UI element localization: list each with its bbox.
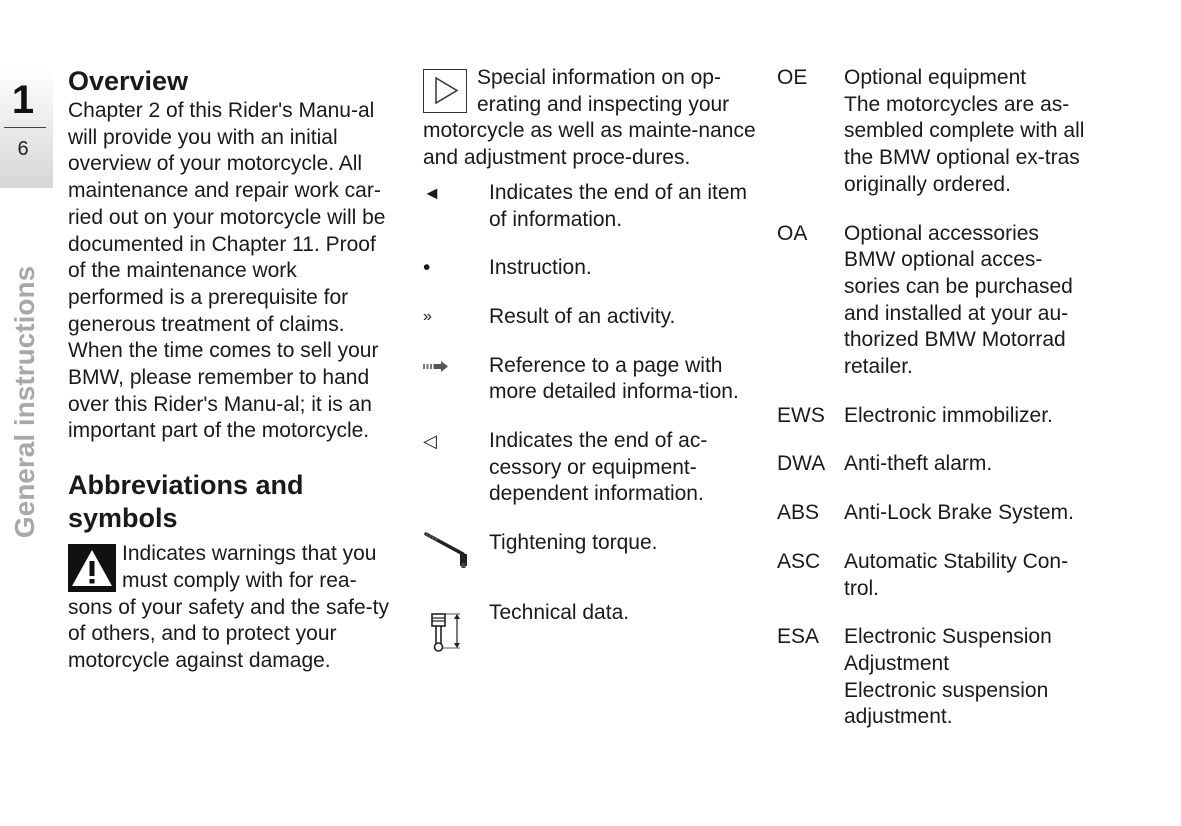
abbreviation-detail: The motorcycles are as-sembled complete with all the BMW optional ex-tras originally ordered. <box>844 92 1085 196</box>
abbreviation-row <box>777 221 1097 381</box>
abbreviation-meaning: Electronic Suspension Adjustment <box>844 625 1052 675</box>
end-triangle-filled-icon: ◄ <box>423 182 441 203</box>
symbol-row <box>423 428 758 508</box>
symbol-row <box>423 304 758 331</box>
abbreviation-code: OA <box>777 221 808 245</box>
symbol-row <box>423 255 758 282</box>
abbreviation-detail: Electronic suspension adjustment. <box>844 678 1049 729</box>
column-right <box>777 65 1097 731</box>
warning-text: Indicates warnings that you must comply with for rea-sons of your safety and the safe-ty of others, and to protect your motorcycle against damage. <box>68 542 390 672</box>
symbol-description: Instruction. <box>489 256 592 280</box>
abbreviation-row <box>777 65 1097 199</box>
symbol-description: Technical data. <box>489 600 630 624</box>
column-left <box>68 65 398 675</box>
chapter-number: 1 <box>11 78 35 122</box>
page-reference-arrow-icon <box>423 353 489 406</box>
symbol-row <box>423 530 758 578</box>
symbol-row <box>423 600 758 664</box>
abbreviation-meaning: Optional equipment <box>844 66 1027 89</box>
warning-icon <box>68 544 116 592</box>
special-info-text: Special information on op-erating and inspecting your motorcycle as well as mainte-nance and adjustment proce-dures. <box>423 66 756 170</box>
abbreviation-meaning: Electronic immobilizer. <box>844 403 1053 427</box>
abbreviation-row <box>777 403 1097 430</box>
overview-body: Chapter 2 of this Rider's Manu-al will provide you with an initial overview of your motorcycle. All maintenance and repair work car-ried out on your motorcycle will be documented in Chapter 11. Proof of the maintenance work performed is a prerequisite for generous treatment of claims. When the time comes to sell your BMW, please remember to hand over this Rider's Manu-al; it is an important part of the motorcycle. <box>68 99 386 443</box>
overview-heading: Overview <box>68 66 189 96</box>
abbreviation-row <box>777 500 1097 527</box>
abbreviation-row <box>777 624 1097 731</box>
abbreviation-meaning: Optional accessories <box>844 221 1039 245</box>
abbreviation-meaning: Automatic Stability Con-trol. <box>844 549 1069 600</box>
special-info-icon <box>423 69 467 113</box>
symbol-description: Result of an activity. <box>489 304 676 328</box>
end-triangle-outline-icon: ◁ <box>423 431 437 452</box>
technical-data-icon <box>423 612 489 664</box>
abbreviation-code: OE <box>777 66 808 89</box>
torque-wrench-icon <box>423 530 489 578</box>
abbreviation-meaning: Anti-Lock Brake System. <box>844 501 1074 525</box>
abbreviation-code: ESA <box>777 625 820 649</box>
symbol-description: Tightening torque. <box>489 531 658 555</box>
special-info-block <box>423 65 758 172</box>
symbol-row <box>423 180 758 233</box>
chapter-divider <box>4 127 46 128</box>
section-title: General instructions <box>9 265 40 539</box>
symbol-description: Reference to a page with more detailed informa-tion. <box>489 353 739 404</box>
abbreviation-detail: BMW optional acces-sories can be purchased and installed at your au-thorized BMW Motorrad retailer. <box>844 248 1073 379</box>
page-number: 6 <box>17 138 29 160</box>
bullet-icon: • <box>423 256 431 280</box>
abbreviation-code: EWS <box>777 403 825 427</box>
abbreviation-code: DWA <box>777 452 826 476</box>
symbol-row <box>423 353 758 406</box>
symbol-description: Indicates the end of an item of information. <box>489 180 747 231</box>
abbreviation-row <box>777 549 1097 602</box>
column-middle <box>423 65 758 664</box>
abbreviation-meaning: Anti-theft alarm. <box>844 452 993 476</box>
abbreviation-row <box>777 451 1097 478</box>
result-icon: » <box>423 307 432 325</box>
warning-block <box>68 541 398 675</box>
abbreviation-code: ABS <box>777 501 820 525</box>
symbol-description: Indicates the end of ac-cessory or equipment-dependent information. <box>489 429 708 506</box>
abbreviation-code: ASC <box>777 549 821 573</box>
abbreviations-heading: Abbreviations and symbols <box>68 470 304 534</box>
